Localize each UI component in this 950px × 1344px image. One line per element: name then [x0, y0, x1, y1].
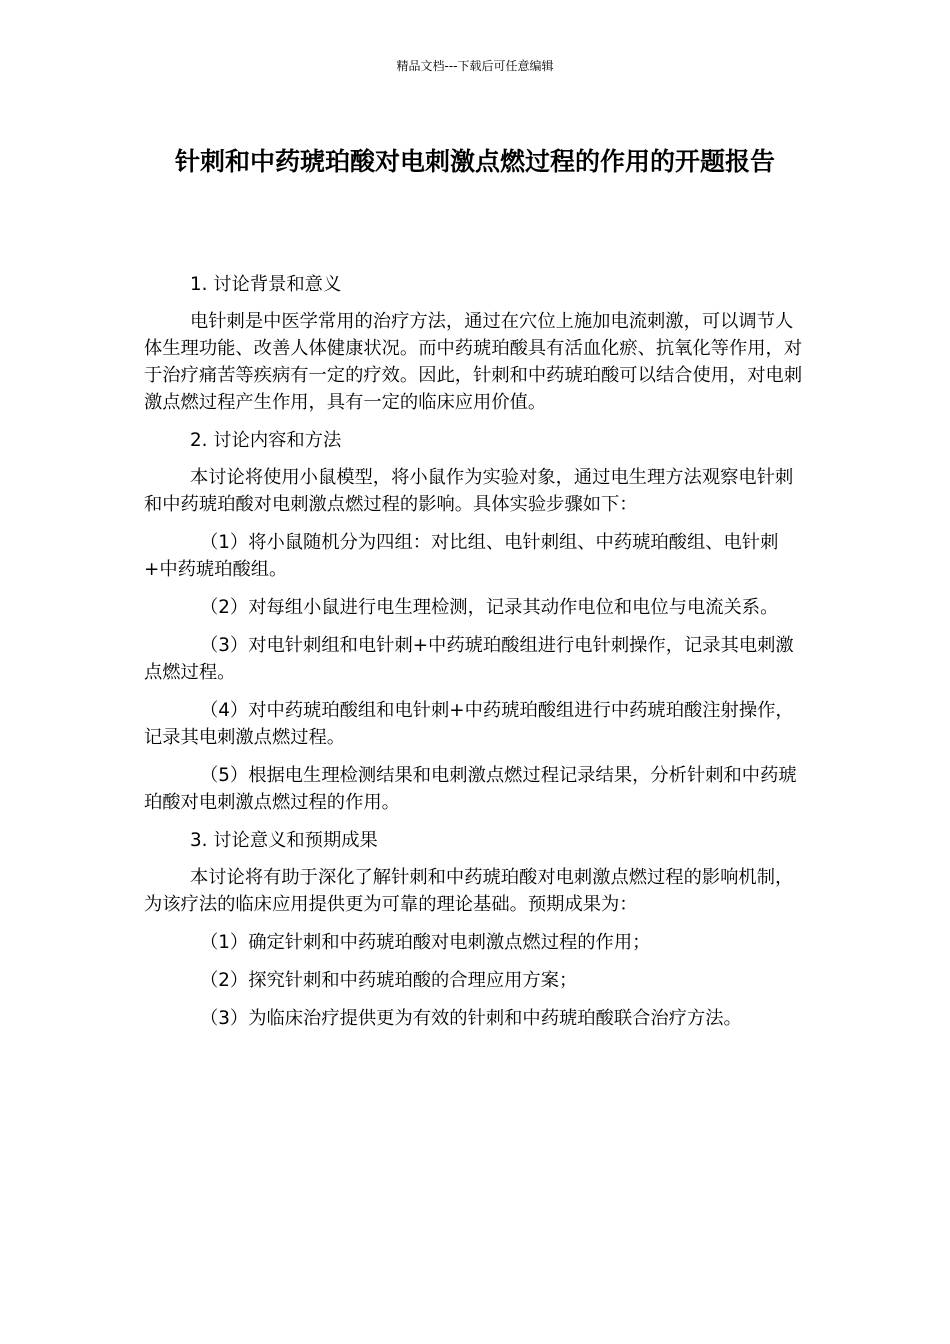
document-title: 针刺和中药琥珀酸对电刺激点燃过程的作用的开题报告: [174, 147, 775, 176]
section-3-paragraph: 本讨论将有助于深化了解针刺和中药琥珀酸对电刺激点燃过程的影响机制，为该疗法的临床应用提供更为可靠的理论基础。预期成果为：: [144, 867, 794, 915]
section-2-heading: 2. 讨论内容和方法: [190, 430, 342, 451]
result-2: （2）探究针刺和中药琥珀酸的合理应用方案；: [200, 970, 578, 991]
page-header: 精品文档---下载后可任意编辑: [396, 59, 554, 73]
step-2: （2）对每组小鼠进行电生理检测，记录其动作电位和电位与电流关系。: [200, 597, 779, 618]
section-1-heading: 1. 讨论背景和意义: [190, 274, 342, 295]
step-4: （4）对中药琥珀酸组和电针刺+中药琥珀酸组进行中药琥珀酸注射操作，记录其电刺激点燃过程。: [144, 700, 794, 748]
document-body: [144, 271, 806, 1043]
step-1: （1）将小鼠随机分为四组：对比组、电针刺组、中药琥珀酸组、电针刺+中药琥珀酸组。: [144, 532, 779, 580]
result-1: （1）确定针刺和中药琥珀酸对电刺激点燃过程的作用；: [200, 932, 651, 953]
step-5: （5）根据电生理检测结果和电刺激点燃过程记录结果，分析针刺和中药琥珀酸对电刺激点燃过程的作用。: [144, 765, 797, 813]
result-3: （3）为临床治疗提供更为有效的针刺和中药琥珀酸联合治疗方法。: [200, 1008, 742, 1029]
section-2-paragraph: 本讨论将使用小鼠模型，将小鼠作为实验对象，通过电生理方法观察电针刺和中药琥珀酸对电刺激点燃过程的影响。具体实验步骤如下：: [144, 467, 794, 515]
section-1-paragraph: 电针刺是中医学常用的治疗方法，通过在穴位上施加电流刺激，可以调节人体生理功能、改善人体健康状况。而中药琥珀酸具有活血化瘀、抗氧化等作用，对于治疗痛苦等疾病有一定的疗效。因此，针刺和中药琥珀酸可以结合使用，对电刺激点燃过程产生作用，具有一定的临床应用价值。: [144, 311, 803, 413]
section-3-heading: 3. 讨论意义和预期成果: [190, 830, 378, 851]
step-3: （3）对电针刺组和电针刺+中药琥珀酸组进行电针刺操作，记录其电刺激点燃过程。: [144, 635, 794, 683]
